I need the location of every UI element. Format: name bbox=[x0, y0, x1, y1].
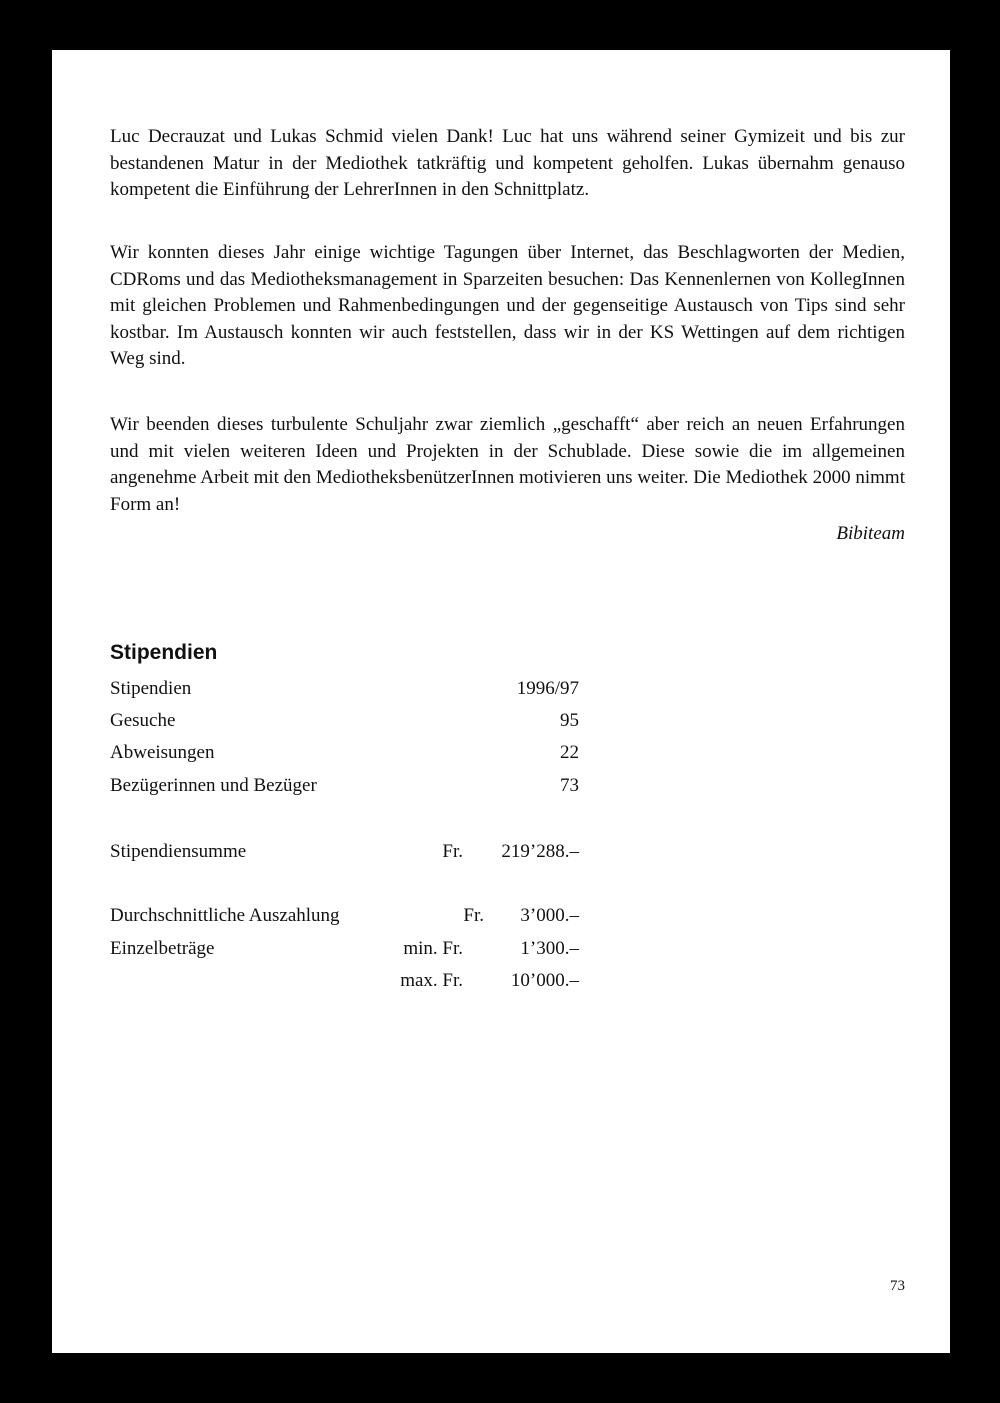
stats-row bbox=[52, 841, 950, 867]
stats-label: Einzelbeträge bbox=[110, 938, 215, 959]
stats-prefix: min. Fr. bbox=[403, 938, 463, 959]
stats-label: Stipendiensumme bbox=[110, 841, 247, 862]
stats-row bbox=[52, 775, 950, 801]
stats-value: 219’288.– bbox=[501, 841, 579, 862]
paragraph-conferences: Wir konnten dieses Jahr einige wichtige Tagungen über Internet, das Beschlagworten der Medien, CDRoms und das Mediotheksmanagement in Sparzeiten besuchen: Das Kennenlernen von KollegInnen mit gleichen Problemen und Rahmenbedingungen und der gegenseitige Austausch von Tips sind sehr kostbar. Im Austausch konnten wir auch feststellen, dass wir in der KS Wettingen auf dem richtigen Weg sind. bbox=[110, 242, 905, 369]
stats-label: Durchschnittliche Auszahlung bbox=[110, 905, 340, 926]
stats-label: Gesuche bbox=[110, 710, 176, 731]
stats-value: 3’000.– bbox=[520, 905, 579, 926]
stats-row bbox=[52, 970, 950, 996]
paragraph-closing: Wir beenden dieses turbulente Schuljahr zwar ziemlich „geschafft“ aber reich an neuen Erfahrungen und mit vielen weiteren Ideen und Projekten in der Schublade. Diese sowie die im allgemeinen angenehme Arbeit mit den MediotheksbenützerInnen motivieren uns weiter. Die Mediothek 2000 nimmt Form an! bbox=[110, 414, 905, 515]
stats-label: Abweisungen bbox=[110, 742, 215, 763]
stats-row bbox=[52, 678, 950, 704]
stats-row bbox=[52, 742, 950, 768]
paragraph-thanks: Luc Decrauzat und Lukas Schmid vielen Dank! Luc hat uns während seiner Gymizeit und bis zur bestandenen Matur in der Mediothek tatkräftig und kompetent geholfen. Lukas übernahm genauso kompetent die Einführung der LehrerInnen in den Schnittplatz. bbox=[110, 126, 905, 200]
stats-label: Bezügerinnen und Bezüger bbox=[110, 775, 317, 796]
stats-value: 1’300.– bbox=[520, 938, 579, 959]
document-page bbox=[52, 50, 950, 1353]
stats-value: 73 bbox=[560, 775, 579, 796]
stats-prefix: Fr. bbox=[463, 905, 484, 926]
stats-value: 95 bbox=[560, 710, 579, 731]
stats-value: 22 bbox=[560, 742, 579, 763]
stats-label: Stipendien bbox=[110, 678, 192, 699]
section-title: Stipendien bbox=[110, 641, 218, 664]
page-number: 73 bbox=[890, 1278, 905, 1294]
stats-prefix: Fr. bbox=[442, 841, 463, 862]
stats-row bbox=[52, 905, 950, 931]
stats-value: 10’000.– bbox=[510, 970, 579, 991]
stats-prefix: max. Fr. bbox=[400, 970, 463, 991]
signature: Bibiteam bbox=[836, 523, 905, 544]
stats-row bbox=[52, 938, 950, 964]
stats-value: 1996/97 bbox=[516, 678, 579, 699]
stats-row bbox=[52, 710, 950, 736]
